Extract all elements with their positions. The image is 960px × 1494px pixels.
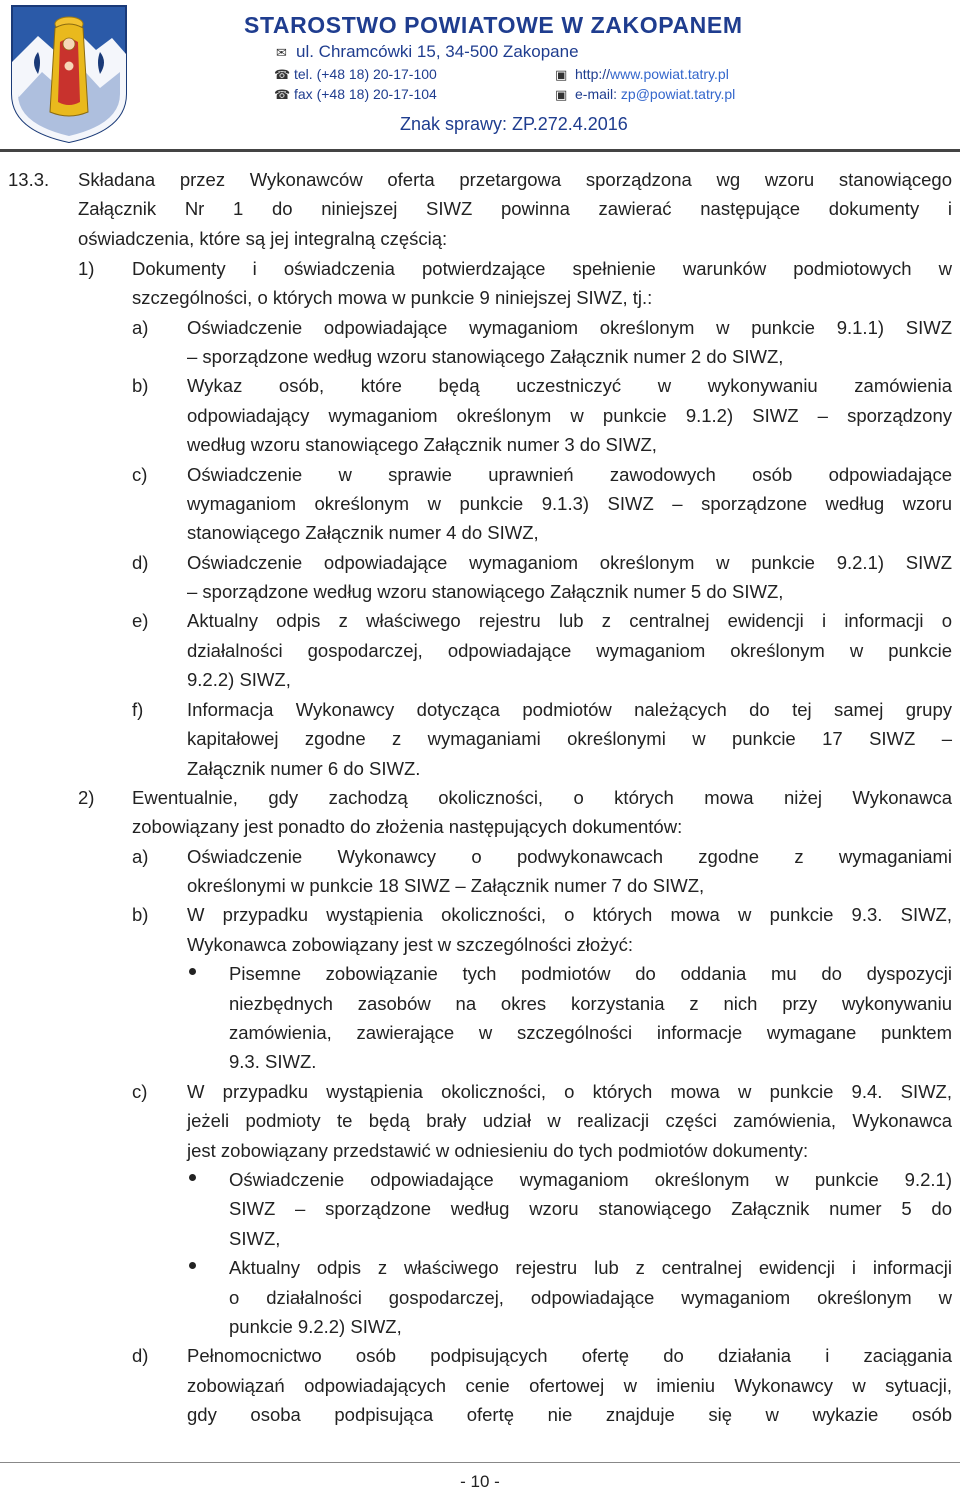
sub-list-marker: c): [132, 1081, 148, 1102]
sub-list-text: wymaganiom określonym w punkcie 9.1.3) SIWZ – sporządzone według wzoru: [187, 493, 952, 514]
sub-list-text: kapitałowej zgodne z wymaganiami określonymi w punkcie 17 SIWZ –: [187, 728, 952, 749]
list-marker: 1): [78, 258, 95, 279]
bullet-text: SIWZ,: [229, 1228, 281, 1249]
website-label: http://: [575, 66, 611, 82]
website-link[interactable]: www.powiat.tatry.pl: [610, 66, 729, 82]
sub-list-text: – sporządzone według wzoru stanowiącego Załącznik numer 2 do SIWZ,: [187, 346, 784, 367]
sub-list-marker: b): [132, 904, 149, 925]
bullet-text: Aktualny odpis z właściwego rejestru lub z centralnej ewidencji i informacji: [229, 1257, 952, 1278]
sub-list-marker: d): [132, 552, 149, 573]
sub-list-text: według wzoru stanowiącego Załącznik numer 3 do SIWZ,: [187, 434, 657, 455]
phone: tel. (+48 18) 20-17-100: [294, 66, 437, 82]
office-name: STAROSTWO POWIATOWE W ZAKOPANEM: [244, 12, 743, 38]
sub-list-text: Pełnomocnictwo osób podpisujących ofertę do działania i zaciągania: [187, 1345, 952, 1366]
bullet-text: 9.3. SIWZ.: [229, 1051, 317, 1072]
computer-icon: ▣: [555, 67, 568, 82]
bullet: [189, 968, 196, 975]
sub-list-text: Oświadczenie odpowiadające wymaganiom określonym w punkcie 9.2.1) SIWZ: [187, 552, 952, 573]
address-line: [276, 42, 579, 63]
powiat-tatrzanski-coat-of-arms: [8, 2, 130, 144]
sub-list-text: W przypadku wystąpienia okoliczności, o których mowa w punkcie 9.3. SIWZ,: [187, 904, 952, 925]
sub-list-text: Wykonawca zobowiązany jest w szczególności złożyć:: [187, 934, 634, 955]
sub-list-marker: f): [132, 699, 144, 720]
sub-list-text: Załącznik numer 6 do SIWZ.: [187, 758, 421, 779]
sub-list-text: Oświadczenie Wykonawcy o podwykonawcach zgodne z wymaganiami: [187, 846, 952, 867]
intro-line: Składana przez Wykonawców oferta przetargowa sporządzona wg wzoru stanowiącego: [78, 169, 952, 190]
bullet-text: o działalności gospodarczej, odpowiadające wymaganiom określonym w: [229, 1287, 952, 1308]
bullet-text: zamówienia, zawierające w szczególności informacje wymagane punktem: [229, 1022, 952, 1043]
phone-icon: ☎: [274, 67, 291, 82]
sub-list-text: gdy osoba podpisująca ofertę nie znajduje się w wykazie osób: [187, 1404, 952, 1425]
email-link[interactable]: zp@powiat.tatry.pl: [620, 86, 736, 102]
sub-list-text: jeżeli podmioty te będą brały udział w realizacji części zamówienia, Wykonawca: [187, 1110, 952, 1131]
sub-list-text: zobowiązań odpowiadających cenie ofertowej w imieniu Wykonawcy w sytuacji,: [187, 1375, 952, 1396]
sub-list-marker: d): [132, 1345, 149, 1366]
sub-list-text: Oświadczenie w sprawie uprawnień zawodowych osób odpowiadające: [187, 464, 952, 485]
intro-line: Załącznik Nr 1 do niniejszej SIWZ powinna zawierać następujące dokumenty i: [78, 198, 952, 219]
sub-list-text: 9.2.2) SIWZ,: [187, 669, 291, 690]
sub-list-marker: e): [132, 610, 149, 631]
sub-list-text: działalności gospodarczej, odpowiadające wymaganiom określonym w punkcie: [187, 640, 952, 661]
fax-icon: ☎: [274, 87, 291, 102]
sub-list-text: Wykaz osób, które będą uczestniczyć w wykonywaniu zamówienia: [187, 375, 952, 396]
envelope-icon: ✉: [276, 45, 287, 60]
website-line: [555, 64, 729, 85]
fax: fax (+48 18) 20-17-104: [294, 86, 437, 102]
list-marker: 2): [78, 787, 95, 808]
bullet: [189, 1174, 196, 1181]
computer-icon: ▣: [555, 87, 568, 102]
case-number: Znak sprawy: ZP.272.4.2016: [400, 114, 628, 134]
bullet-text: punkcie 9.2.2) SIWZ,: [229, 1316, 402, 1337]
section-number: 13.3.: [8, 169, 50, 190]
list-item-text: Dokumenty i oświadczenia potwierdzające spełnienie warunków podmiotowych w: [132, 258, 952, 279]
sub-list-marker: a): [132, 317, 149, 338]
bullet-text: Pisemne zobowiązanie tych podmiotów do oddania mu do dyspozycji: [229, 963, 952, 984]
sub-list-text: Aktualny odpis z właściwego rejestru lub z centralnej ewidencji i informacji o: [187, 610, 952, 631]
sub-list-text: jest zobowiązany przedstawić w odniesieniu do tych podmiotów dokumenty:: [187, 1140, 809, 1161]
sub-list-text: odpowiadający wymaganiom określonym w punkcie 9.1.2) SIWZ – sporządzony: [187, 405, 952, 426]
sub-list-marker: c): [132, 464, 148, 485]
sub-list-text: stanowiącego Załącznik numer 4 do SIWZ,: [187, 522, 539, 543]
sub-list-text: – sporządzone według wzoru stanowiącego Załącznik numer 5 do SIWZ,: [187, 581, 784, 602]
sub-list-text: Informacja Wykonawcy dotycząca podmiotów należących do tej samej grupy: [187, 699, 952, 720]
bullet-text: niezbędnych zasobów na okres korzystania z nich przy wykonywaniu: [229, 993, 952, 1014]
list-item-text: szczególności, o których mowa w punkcie 9 niniejszej SIWZ, tj.:: [132, 287, 653, 308]
header-divider: [0, 149, 960, 152]
email-line: [555, 84, 735, 105]
fax-line: [274, 84, 437, 105]
sub-list-text: Oświadczenie odpowiadające wymaganiom określonym w punkcie 9.1.1) SIWZ: [187, 317, 952, 338]
address: ul. Chramcówki 15, 34-500 Zakopane: [296, 42, 579, 61]
bullet: [189, 1262, 196, 1269]
intro-line: oświadczenia, które są jej integralną częścią:: [78, 228, 448, 249]
letterhead: [244, 10, 844, 134]
list-item-text: Ewentualnie, gdy zachodzą okoliczności, o których mowa niżej Wykonawca: [132, 787, 952, 808]
footer-divider: [0, 1462, 960, 1463]
page-number: - 10 -: [460, 1472, 500, 1491]
list-item-text: zobowiązany jest ponadto do złożenia następujących dokumentów:: [132, 816, 683, 837]
bullet-text: Oświadczenie odpowiadające wymaganiom określonym w punkcie 9.2.1): [229, 1169, 952, 1190]
sub-list-text: W przypadku wystąpienia okoliczności, o których mowa w punkcie 9.4. SIWZ,: [187, 1081, 952, 1102]
sub-list-text: określonymi w punkcie 18 SIWZ – Załącznik numer 7 do SIWZ,: [187, 875, 705, 896]
bullet-text: SIWZ – sporządzone według wzoru stanowiącego Załącznik numer 5 do: [229, 1198, 952, 1219]
phone-line: [274, 64, 437, 85]
sub-list-marker: a): [132, 846, 149, 867]
email-label: e-mail:: [575, 86, 621, 102]
sub-list-marker: b): [132, 375, 149, 396]
